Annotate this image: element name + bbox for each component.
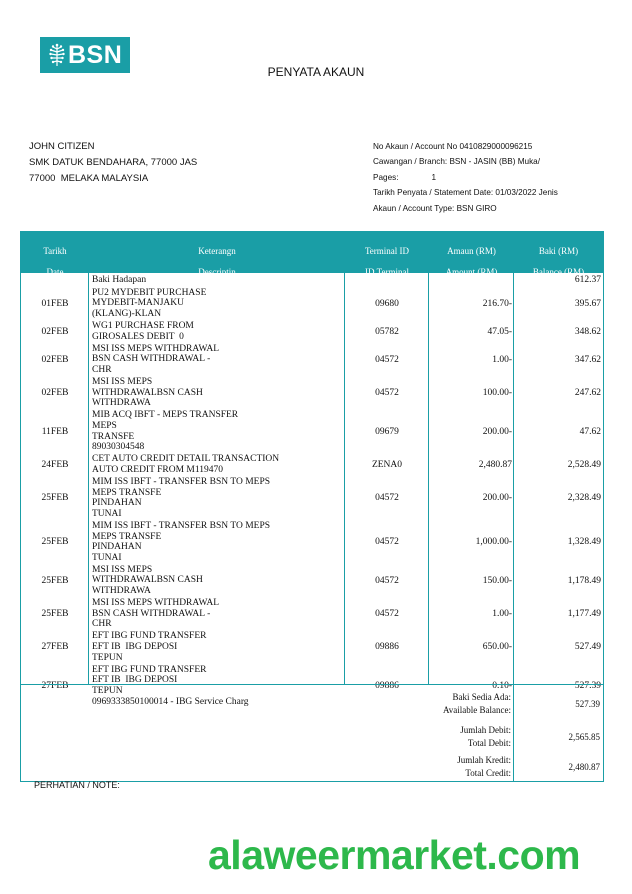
row-amount: 150.00- xyxy=(482,575,512,586)
row-description xyxy=(89,410,345,452)
table-row xyxy=(21,320,603,343)
description-line: MSI ISS MEPS WITHDRAWAL xyxy=(92,598,220,609)
row-balance: 47.62 xyxy=(579,426,601,437)
summary-item xyxy=(21,691,603,717)
header-description xyxy=(89,232,345,277)
description-line: TRANSFE xyxy=(92,431,135,442)
description-line: CHR xyxy=(92,619,112,630)
tree-icon xyxy=(49,43,65,67)
row-description xyxy=(89,454,345,475)
header-terminal-l2: ID Terminal xyxy=(365,267,409,277)
header-desc-l2: Descriptin xyxy=(198,267,236,277)
description-line: WITHDRAWALBSN CASH xyxy=(92,387,203,398)
address-line-2: 77000 MELAKA MALAYSIA xyxy=(29,173,149,184)
row-terminal: 04572 xyxy=(375,354,399,365)
row-balance: 1,328.49 xyxy=(567,537,601,548)
branch: Cawangan / Branch: BSN - JASIN (BB) Muka/ xyxy=(373,157,540,167)
table-row xyxy=(21,631,603,664)
description-line: MEPS TRANSFE xyxy=(92,487,162,498)
header-date-l1: Tarikh xyxy=(43,246,67,256)
table-row xyxy=(21,597,603,630)
summary-label-line: Total Credit: xyxy=(465,768,511,778)
transactions-table xyxy=(20,231,604,782)
description-line: MIM ISS IBFT - TRANSFER BSN TO MEPS xyxy=(92,520,271,531)
header-amount xyxy=(429,232,514,277)
description-line: EFT IBG FUND TRANSFER xyxy=(92,664,207,675)
summary-label xyxy=(21,754,513,780)
table-row xyxy=(21,454,603,477)
row-amount: 200.00- xyxy=(482,426,512,437)
page-title: PENYATA AKAUN xyxy=(267,65,365,79)
description-line: MIB ACQ IBFT - MEPS TRANSFER xyxy=(92,410,239,421)
row-terminal: 09886 xyxy=(375,680,399,691)
row-date: 25FEB xyxy=(41,575,69,586)
description-line: WITHDRAWALBSN CASH xyxy=(92,575,203,586)
row-amount: 1.00- xyxy=(492,609,512,620)
table-row xyxy=(21,376,603,409)
description-line: WITHDRAWA xyxy=(92,586,151,597)
row-description xyxy=(89,275,345,286)
row-terminal: 05782 xyxy=(375,326,399,337)
description-line: Baki Hadapan xyxy=(92,275,147,285)
pages-value: 1 xyxy=(431,172,437,182)
table-row xyxy=(21,287,603,320)
description-line: (KLANG)-KLAN xyxy=(92,309,162,320)
row-balance: 395.67 xyxy=(574,298,601,309)
address-line-1: SMK DATUK BENDAHARA, 77000 JAS xyxy=(29,157,198,168)
summary-label xyxy=(21,691,513,717)
row-description xyxy=(89,477,345,519)
description-line: TEPUN xyxy=(92,685,123,696)
account-type: Akaun / Account Type: BSN GIRO xyxy=(373,203,497,213)
description-line: MIM ISS IBFT - TRANSFER BSN TO MEPS xyxy=(92,477,271,488)
summary-value: 2,480.87 xyxy=(568,762,600,772)
table-header xyxy=(21,232,603,277)
pages-label: Pages: xyxy=(373,172,399,182)
row-date: 11FEB xyxy=(41,426,69,437)
row-balance: 348.62 xyxy=(574,326,601,337)
header-terminal xyxy=(345,232,429,277)
summary-label-line: Baki Sedia Ada: xyxy=(452,692,511,702)
row-description xyxy=(89,377,345,409)
row-amount: 216.70- xyxy=(482,298,512,309)
row-terminal: 04572 xyxy=(375,575,399,586)
description-line: MSI ISS MEPS WITHDRAWAL xyxy=(92,343,220,354)
row-date: 02FEB xyxy=(41,326,69,337)
header-date xyxy=(21,232,89,277)
description-line: MEPS xyxy=(92,421,117,432)
row-description xyxy=(89,565,345,597)
row-description xyxy=(89,288,345,320)
summary-label-line: Total Debit: xyxy=(467,738,511,748)
description-line: PINDAHAN xyxy=(92,542,142,553)
description-line: PU2 MYDEBIT PURCHASE xyxy=(92,287,207,298)
pages xyxy=(373,170,558,185)
description-line: TUNAI xyxy=(92,508,122,519)
row-balance: 527.49 xyxy=(574,642,601,653)
description-line: PINDAHAN xyxy=(92,498,142,509)
watermark: alaweermarket.com xyxy=(208,832,581,878)
summary-label-line: Available Balance: xyxy=(442,705,511,715)
row-balance: 1,177.49 xyxy=(567,609,601,620)
row-amount: 100.00- xyxy=(482,388,512,399)
row-amount: 2,480.87 xyxy=(478,459,512,470)
description-line: EFT IB IBG DEPOSI xyxy=(92,642,178,653)
row-terminal: 04572 xyxy=(375,537,399,548)
table-row xyxy=(21,275,603,287)
description-line: CET AUTO CREDIT DETAIL TRANSACTION xyxy=(92,454,280,465)
description-line: TUNAI xyxy=(92,552,122,563)
description-line: EFT IBG FUND TRANSFER xyxy=(92,631,207,642)
row-amount: 0.10- xyxy=(492,680,512,691)
row-date: 25FEB xyxy=(41,537,69,548)
customer-address xyxy=(29,139,197,187)
row-terminal: 09680 xyxy=(375,298,399,309)
description-line: MSI ISS MEPS xyxy=(92,564,153,575)
description-line: MEPS TRANSFE xyxy=(92,531,162,542)
summary-label xyxy=(21,724,513,750)
statement-date: Tarikh Penyata / Statement Date: 01/03/2022 Jenis xyxy=(373,188,558,198)
row-balance: 612.37 xyxy=(574,275,601,285)
row-terminal: 04572 xyxy=(375,493,399,504)
description-line: MYDEBIT-MANJAKU xyxy=(92,298,185,309)
header-balance-l1: Baki (RM) xyxy=(538,246,579,256)
header-desc-l1: Keterangn xyxy=(198,246,236,256)
row-balance: 247.62 xyxy=(574,388,601,399)
row-amount: 1,000.00- xyxy=(475,537,512,548)
account-number: No Akaun / Account No 0410829000096215 xyxy=(373,142,533,151)
row-balance: 2,328.49 xyxy=(567,493,601,504)
header-amount-l2: Amount (RM) xyxy=(445,267,498,277)
table-row xyxy=(21,520,603,564)
row-amount: 1.00- xyxy=(492,354,512,365)
description-line: AUTO CREDIT FROM M119470 xyxy=(92,464,223,475)
description-line: MSI ISS MEPS xyxy=(92,377,153,388)
row-date: 02FEB xyxy=(41,388,69,399)
description-line: BSN CASH WITHDRAWAL - xyxy=(92,608,211,619)
table-row xyxy=(21,343,603,376)
header-terminal-l1: Terminal ID xyxy=(364,246,410,256)
row-date: 24FEB xyxy=(41,459,69,470)
row-balance: 527.39 xyxy=(574,680,601,691)
description-line: TEPUN xyxy=(92,652,123,663)
row-terminal: 09679 xyxy=(375,426,399,437)
row-description xyxy=(89,344,345,376)
row-terminal: 09886 xyxy=(375,642,399,653)
customer-name: JOHN CITIZEN xyxy=(29,141,95,152)
summary-value: 2,565.85 xyxy=(568,732,600,742)
row-terminal: 04572 xyxy=(375,388,399,399)
table-row xyxy=(21,476,603,520)
row-description xyxy=(89,631,345,663)
row-description xyxy=(89,521,345,563)
row-amount: 650.00- xyxy=(482,642,512,653)
row-date: 25FEB xyxy=(41,493,69,504)
row-date: 25FEB xyxy=(41,609,69,620)
summary-value: 527.39 xyxy=(575,699,600,709)
row-amount: 47.05- xyxy=(487,326,512,337)
table-row xyxy=(21,564,603,597)
description-line: GIROSALES DEBIT 0 xyxy=(92,331,184,342)
description-line: 0969333850100014 - IBG Service Charg xyxy=(92,696,249,707)
description-line: BSN CASH WITHDRAWAL - xyxy=(92,354,211,365)
row-amount: 200.00- xyxy=(482,493,512,504)
row-description xyxy=(89,321,345,342)
description-line: CHR xyxy=(92,365,112,376)
row-date: 27FEB xyxy=(41,680,69,691)
header-balance-l2: Balance (RM) xyxy=(532,267,585,277)
summary-label-line: Jumlah Kredit: xyxy=(457,755,511,765)
description-line: EFT IB IBG DEPOSI xyxy=(92,675,178,686)
description-line: WG1 PURCHASE FROM xyxy=(92,321,194,332)
header-balance xyxy=(514,232,603,277)
row-balance: 347.62 xyxy=(574,354,601,365)
note-label: PERHATIAN / NOTE: xyxy=(34,780,120,790)
account-info xyxy=(373,139,558,216)
description-line: 89030304548 xyxy=(92,442,145,453)
description-line: WITHDRAWA xyxy=(92,398,151,409)
row-terminal: ZENA0 xyxy=(371,459,403,470)
row-date: 02FEB xyxy=(41,354,69,365)
row-date: 27FEB xyxy=(41,642,69,653)
row-date: 01FEB xyxy=(41,298,69,309)
summary-item xyxy=(21,724,603,750)
summary-item xyxy=(21,754,603,780)
header-amount-l1: Amaun (RM) xyxy=(447,246,496,256)
logo-text: BSN xyxy=(68,40,123,69)
table-row xyxy=(21,410,603,454)
row-description xyxy=(89,598,345,630)
row-balance: 1,178.49 xyxy=(567,575,601,586)
summary-section xyxy=(21,684,603,781)
summary-label-line: Jumlah Debit: xyxy=(460,725,511,735)
header-date-l2: Date xyxy=(46,267,64,277)
row-terminal: 04572 xyxy=(375,609,399,620)
row-balance: 2,528.49 xyxy=(567,459,601,470)
